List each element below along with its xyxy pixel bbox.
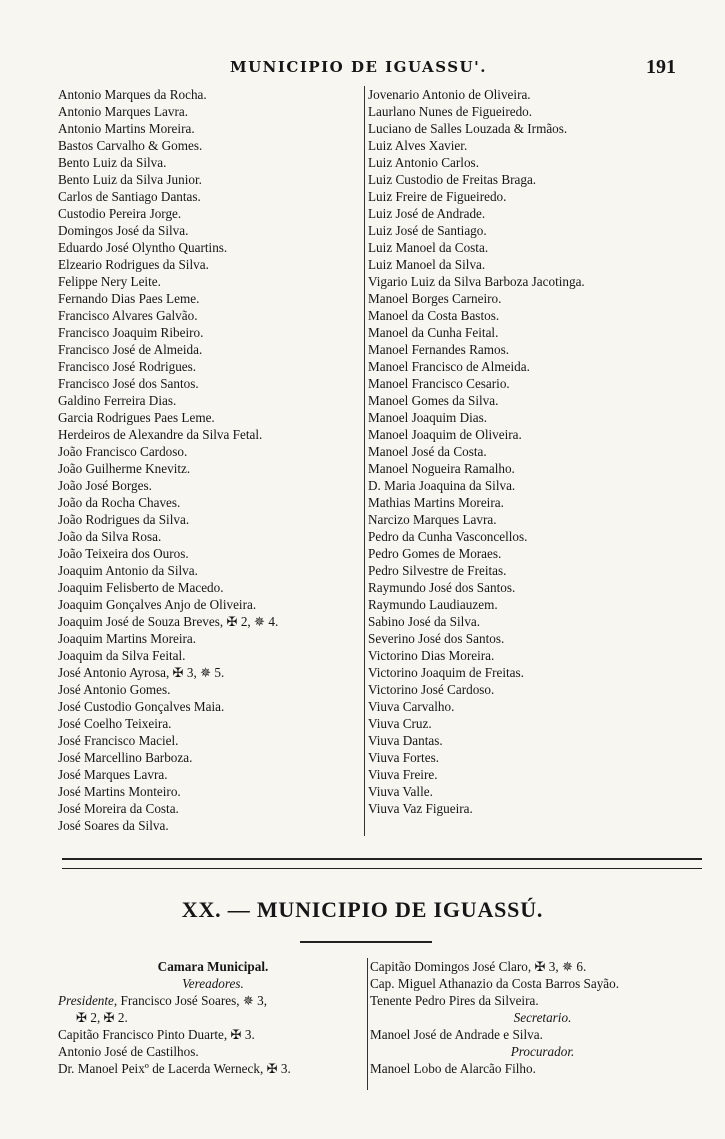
camara-left-column — [58, 958, 368, 1077]
list-item: José Marques Lavra. — [58, 767, 168, 782]
list-item: Manoel Francisco Cesario. — [368, 376, 510, 391]
list-item: José Moreira da Costa. — [58, 801, 179, 816]
list-item: Manoel Fernandes Ramos. — [368, 342, 510, 357]
section-rule-thick — [62, 858, 702, 860]
list-item: Manoel José da Costa. — [368, 444, 487, 459]
list-item: Manoel Joaquim Dias. — [368, 410, 488, 425]
list-item: Francisco José Rodrigues. — [58, 359, 197, 374]
presidente-line — [58, 992, 368, 1009]
list-item: Viuva Vaz Figueira. — [368, 801, 473, 816]
list-item: Domingos José da Silva. — [58, 223, 189, 238]
list-item: Luiz José de Santiago. — [368, 223, 487, 238]
list-item: Elzeario Rodrigues da Silva. — [58, 257, 209, 272]
title-underline — [300, 941, 432, 943]
presidente-role: Presidente, — [58, 993, 118, 1008]
list-item: Herdeiros de Alexandre da Silva Fetal. — [58, 427, 263, 442]
presidente-continuation: ✠ 2, ✠ 2. — [76, 1010, 128, 1025]
list-item: Victorino Joaquim de Freitas. — [368, 665, 524, 680]
list-item: Luciano de Salles Louzada & Irmãos. — [368, 121, 568, 136]
list-item: Raymundo José dos Santos. — [368, 580, 516, 595]
section-title: XX. — MUNICIPIO DE IGUASSÚ. — [181, 897, 544, 922]
procurador-label: Procurador. — [510, 1044, 575, 1059]
camara-municipal-block — [58, 958, 708, 1098]
list-item: Joaquim José de Souza Breves, ✠ 2, ✵ 4. — [58, 614, 279, 629]
list-item: Joaquim Martins Moreira. — [58, 631, 197, 646]
procurador-name: Manoel Lobo de Alarcão Filho. — [370, 1061, 536, 1076]
list-item: Antonio Marques Lavra. — [58, 104, 189, 119]
list-item: Viuva Carvalho. — [368, 699, 455, 714]
section-rule-thin — [62, 868, 702, 869]
list-item: Mathias Martins Moreira. — [368, 495, 504, 510]
list-item: Bastos Carvalho & Gomes. — [58, 138, 203, 153]
list-item: Custodio Pereira Jorge. — [58, 206, 182, 221]
list-item: Raymundo Laudiauzem. — [368, 597, 498, 612]
list-item: Fernando Dias Paes Leme. — [58, 291, 200, 306]
list-item: Antonio Martins Moreira. — [58, 121, 195, 136]
list-item: Francisco José de Almeida. — [58, 342, 203, 357]
list-item: Galdino Ferreira Dias. — [58, 393, 177, 408]
list-item: João Rodrigues da Silva. — [58, 512, 190, 527]
list-item: Felippe Nery Leite. — [58, 274, 161, 289]
list-item: Viuva Dantas. — [368, 733, 443, 748]
list-item: José Martins Monteiro. — [58, 784, 181, 799]
camara-heading: Camara Municipal. — [157, 959, 269, 974]
list-item: Manoel da Cunha Feital. — [368, 325, 499, 340]
list-item: João Francisco Cardoso. — [58, 444, 188, 459]
list-item: Garcia Rodrigues Paes Leme. — [58, 410, 215, 425]
list-item: Luiz Alves Xavier. — [368, 138, 468, 153]
list-item: Laurlano Nunes de Figueiredo. — [368, 104, 533, 119]
list-item: João José Borges. — [58, 478, 152, 493]
vereador-line: Capitão Domingos José Claro, ✠ 3, ✵ 6. — [370, 959, 587, 974]
list-item: José Marcellino Barboza. — [58, 750, 193, 765]
list-item: Viuva Freire. — [368, 767, 438, 782]
list-item: José Soares da Silva. — [58, 818, 169, 833]
list-item: Sabino José da Silva. — [368, 614, 481, 629]
vereador-line: Antonio José de Castilhos. — [58, 1044, 199, 1059]
list-item: Joaquim Felisberto de Macedo. — [58, 580, 224, 595]
list-item: Viuva Valle. — [368, 784, 433, 799]
list-item: João da Rocha Chaves. — [58, 495, 181, 510]
list-item: Manoel Joaquim de Oliveira. — [368, 427, 522, 442]
list-item: Pedro Gomes de Moraes. — [368, 546, 502, 561]
secretario-name: Manoel José de Andrade e Silva. — [370, 1027, 543, 1042]
right-column — [368, 86, 713, 817]
list-item: Joaquim Antonio da Silva. — [58, 563, 198, 578]
list-item: Viuva Cruz. — [368, 716, 432, 731]
list-item: Luiz José de Andrade. — [368, 206, 486, 221]
list-item: José Coelho Teixeira. — [58, 716, 172, 731]
page-number: 191 — [646, 56, 676, 78]
list-item: Severino José dos Santos. — [368, 631, 505, 646]
list-item: Joaquim Gonçalves Anjo de Oliveira. — [58, 597, 257, 612]
column-divider — [367, 958, 368, 1090]
list-item: Francisco Alvares Galvão. — [58, 308, 198, 323]
list-item: Manoel Borges Carneiro. — [368, 291, 502, 306]
list-item: João Guilherme Knevitz. — [58, 461, 191, 476]
list-item: Jovenario Antonio de Oliveira. — [368, 87, 531, 102]
list-item: Narcizo Marques Lavra. — [368, 512, 497, 527]
page-header — [0, 56, 725, 80]
list-item: Antonio Marques da Rocha. — [58, 87, 207, 102]
list-item: Manoel da Costa Bastos. — [368, 308, 500, 323]
list-item: D. Maria Joaquina da Silva. — [368, 478, 516, 493]
list-item: Vigario Luiz da Silva Barboza Jacotinga. — [368, 274, 585, 289]
list-item: Luiz Freire de Figueiredo. — [368, 189, 507, 204]
secretario-label: Secretario. — [513, 1010, 572, 1025]
presidente-name: Francisco José Soares, ✵ 3, — [117, 993, 268, 1008]
list-item: Bento Luiz da Silva. — [58, 155, 167, 170]
camara-right-column — [370, 958, 715, 1077]
list-item: Manoel Francisco de Almeida. — [368, 359, 530, 374]
list-item: Francisco Joaquim Ribeiro. — [58, 325, 204, 340]
list-item: José Antonio Gomes. — [58, 682, 171, 697]
list-item: Manoel Nogueira Ramalho. — [368, 461, 515, 476]
list-item: Manoel Gomes da Silva. — [368, 393, 499, 408]
list-item: Luiz Antonio Carlos. — [368, 155, 479, 170]
list-item: Francisco José dos Santos. — [58, 376, 199, 391]
list-item: José Antonio Ayrosa, ✠ 3, ✵ 5. — [58, 665, 225, 680]
list-item: João Teixeira dos Ouros. — [58, 546, 189, 561]
list-item: Bento Luiz da Silva Junior. — [58, 172, 202, 187]
directory-columns — [58, 86, 708, 846]
list-item: Luiz Custodio de Freitas Braga. — [368, 172, 537, 187]
list-item: João da Silva Rosa. — [58, 529, 162, 544]
list-item: José Francisco Maciel. — [58, 733, 179, 748]
vereador-line: Tenente Pedro Pires da Silveira. — [370, 993, 539, 1008]
list-item: Pedro da Cunha Vasconcellos. — [368, 529, 528, 544]
column-divider — [364, 86, 365, 836]
list-item: Eduardo José Olyntho Quartins. — [58, 240, 228, 255]
vereador-line: Dr. Manoel Peixº de Lacerda Werneck, ✠ 3. — [58, 1061, 291, 1076]
list-item: Joaquim da Silva Feital. — [58, 648, 186, 663]
list-item: Viuva Fortes. — [368, 750, 439, 765]
list-item: Carlos de Santiago Dantas. — [58, 189, 201, 204]
list-item: Luiz Manoel da Costa. — [368, 240, 489, 255]
list-item: Victorino Dias Moreira. — [368, 648, 495, 663]
vereador-line: Cap. Miguel Athanazio da Costa Barros Sayão. — [370, 976, 620, 991]
list-item: Pedro Silvestre de Freitas. — [368, 563, 507, 578]
vereadores-label: Vereadores. — [182, 976, 244, 991]
left-column — [58, 86, 363, 834]
list-item: José Custodio Gonçalves Maia. — [58, 699, 225, 714]
list-item: Victorino José Cardoso. — [368, 682, 495, 697]
running-title: MUNICIPIO DE IGUASSU'. — [230, 58, 487, 76]
vereador-line: Capitão Francisco Pinto Duarte, ✠ 3. — [58, 1027, 255, 1042]
list-item: Luiz Manoel da Silva. — [368, 257, 486, 272]
